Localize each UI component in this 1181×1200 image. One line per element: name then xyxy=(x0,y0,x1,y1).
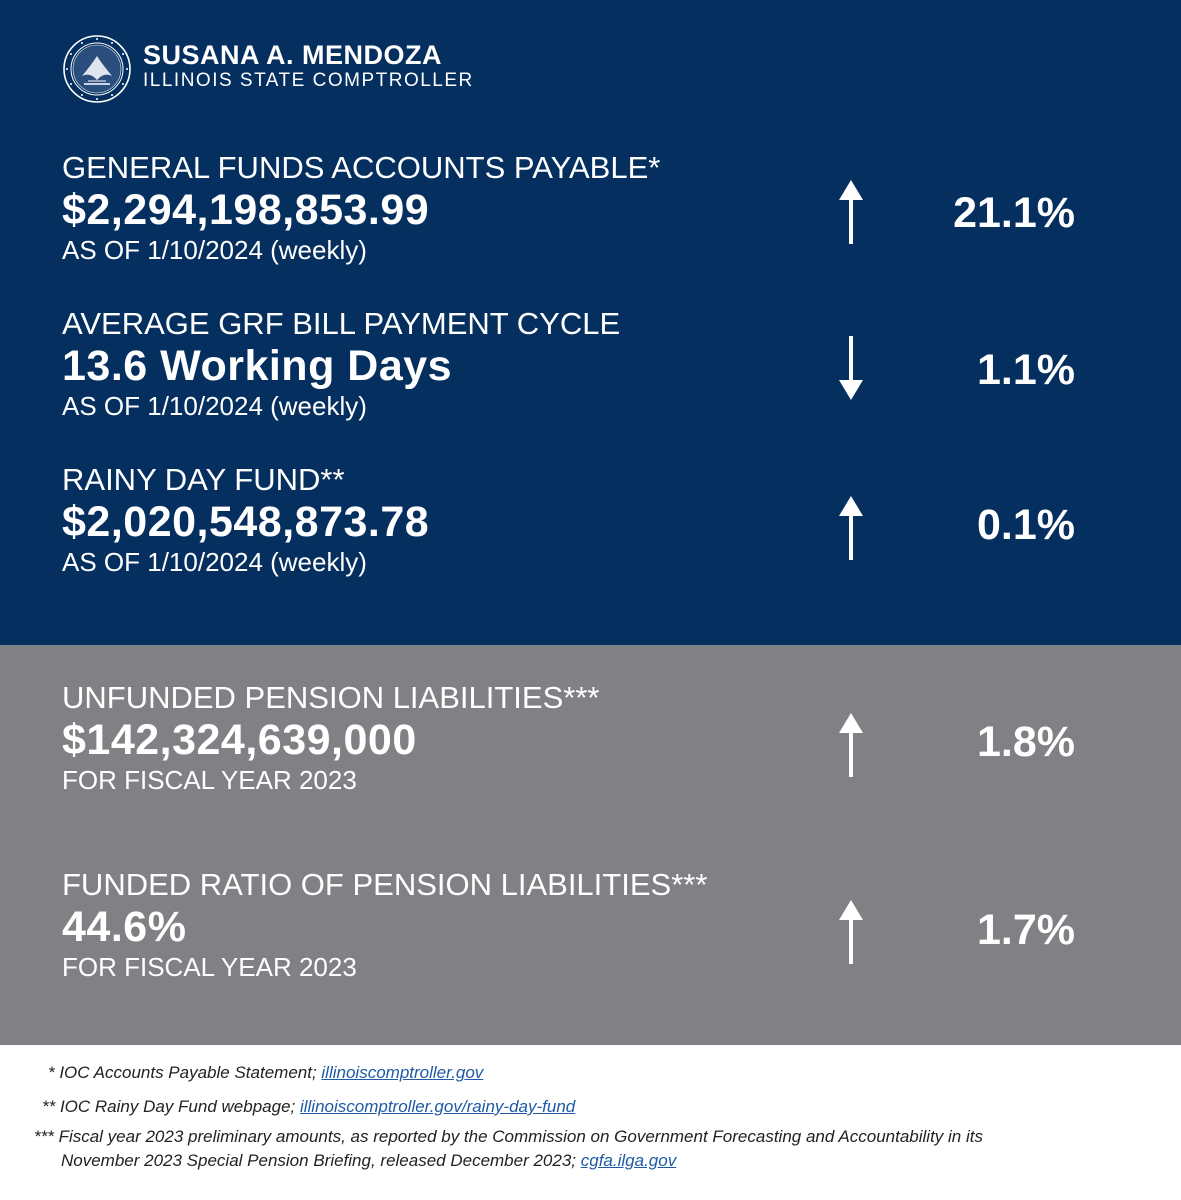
arrow-down-icon xyxy=(836,336,866,402)
metric-accounts-payable xyxy=(62,150,660,266)
footnote-rainy-day xyxy=(42,1095,575,1119)
footnote-link[interactable]: cgfa.ilga.gov xyxy=(580,1151,677,1170)
metric-change: 1.7% xyxy=(976,906,1075,954)
footnote-text: November 2023 Special Pension Briefing, released December 2023; xyxy=(61,1151,581,1170)
metric-change: 1.1% xyxy=(976,346,1075,394)
metric-note: FOR FISCAL YEAR 2023 xyxy=(62,765,357,795)
footnotes xyxy=(0,1045,1181,1200)
arrow-up-icon xyxy=(836,898,866,964)
metric-value: 13.6 Working Days xyxy=(62,342,453,390)
metric-label: AVERAGE GRF BILL PAYMENT CYCLE xyxy=(62,306,621,341)
footnote-pension-continued xyxy=(61,1149,676,1173)
brand-block xyxy=(143,40,474,92)
arrow-up-icon xyxy=(836,494,866,560)
metric-note: AS OF 1/10/2024 (weekly) xyxy=(62,391,367,421)
metric-note: FOR FISCAL YEAR 2023 xyxy=(62,952,357,982)
metric-value: 44.6% xyxy=(62,903,187,951)
footnote-text: *** Fiscal year 2023 preliminary amounts, as reported by the Commission on Government Forecasting and Accountability in its xyxy=(34,1127,983,1146)
footnote-link[interactable]: illinoiscomptroller.gov/rainy-day-fund xyxy=(299,1097,576,1116)
metric-value: $2,294,198,853.99 xyxy=(62,186,430,234)
comptroller-name: SUSANA A. MENDOZA xyxy=(143,40,443,70)
metric-change: 1.8% xyxy=(976,718,1075,766)
metric-rainy-day-fund xyxy=(62,462,429,578)
metric-payment-cycle xyxy=(62,306,620,422)
metric-note: AS OF 1/10/2024 (weekly) xyxy=(62,547,367,577)
metric-unfunded-pension xyxy=(62,680,599,796)
metric-funded-ratio xyxy=(62,867,707,983)
footnote-pension xyxy=(34,1125,983,1149)
metric-label: FUNDED RATIO OF PENSION LIABILITIES*** xyxy=(62,867,708,902)
arrow-up-icon xyxy=(836,178,866,244)
metric-change: 0.1% xyxy=(976,501,1075,549)
footnote-link[interactable]: illinoiscomptroller.gov xyxy=(321,1063,484,1082)
metric-label: UNFUNDED PENSION LIABILITIES*** xyxy=(62,680,600,715)
metric-change: 21.1% xyxy=(953,189,1075,237)
metric-value: $2,020,548,873.78 xyxy=(62,498,430,546)
arrow-up-icon xyxy=(836,711,866,777)
footnote-accounts-payable xyxy=(48,1061,483,1085)
metric-label: GENERAL FUNDS ACCOUNTS PAYABLE* xyxy=(62,150,661,185)
comptroller-title: ILLINOIS STATE COMPTROLLER xyxy=(143,70,474,91)
metric-note: AS OF 1/10/2024 (weekly) xyxy=(62,235,367,265)
illinois-state-seal-icon xyxy=(62,34,132,104)
footnote-text: ** IOC Rainy Day Fund webpage; xyxy=(42,1097,300,1116)
gray-panel xyxy=(0,645,1181,1045)
footnote-text: * IOC Accounts Payable Statement; xyxy=(48,1063,322,1082)
metric-value: $142,324,639,000 xyxy=(62,716,417,764)
metric-label: RAINY DAY FUND** xyxy=(62,462,345,497)
